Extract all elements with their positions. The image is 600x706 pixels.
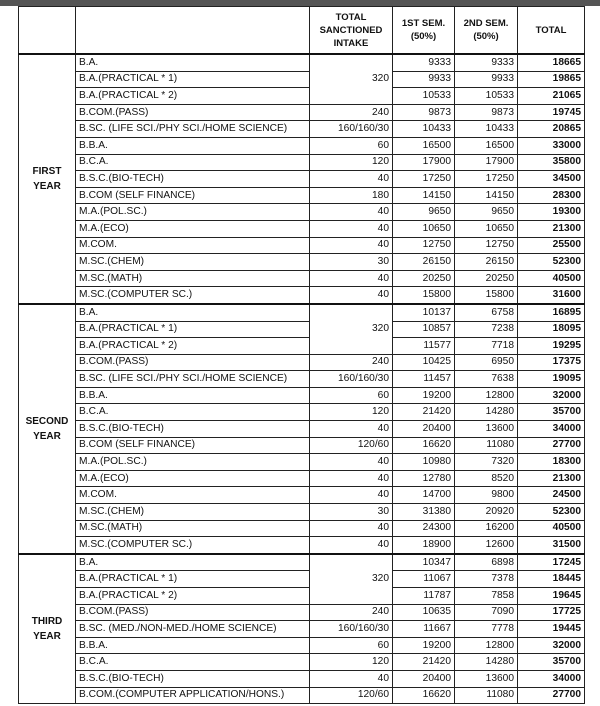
course-cell: B.A. (76, 54, 310, 71)
table-row (19, 354, 585, 371)
sem1-cell: 20400 (393, 670, 455, 687)
sem2-cell: 26150 (455, 254, 518, 271)
course-cell: M.SC.(COMPUTER SC.) (76, 287, 310, 304)
sem2-cell: 14280 (455, 404, 518, 421)
sem1-cell: 9650 (393, 204, 455, 221)
year-label: FIRST YEAR (19, 54, 76, 304)
course-cell: B.C.A. (76, 654, 310, 671)
sem1-cell: 11457 (393, 371, 455, 388)
sem1-cell: 10980 (393, 454, 455, 471)
total-cell: 32000 (518, 637, 585, 654)
total-cell: 34500 (518, 171, 585, 188)
intake-cell: 40 (310, 470, 393, 487)
table-row (19, 470, 585, 487)
table-row (19, 71, 585, 88)
table-row (19, 371, 585, 388)
sem1-cell: 20400 (393, 421, 455, 438)
sem2-cell: 12600 (455, 537, 518, 554)
table-row (19, 637, 585, 654)
header-sem2: 2ND SEM.(50%) (455, 7, 518, 55)
sem1-cell: 10533 (393, 88, 455, 105)
sem2-cell: 9333 (455, 54, 518, 71)
intake-cell: 40 (310, 454, 393, 471)
total-cell: 21300 (518, 470, 585, 487)
total-cell: 24500 (518, 487, 585, 504)
table-row (19, 171, 585, 188)
intake-cell: 320 (310, 304, 393, 354)
sem2-cell: 7090 (455, 604, 518, 621)
header-intake: TOTAL SANCTIONED INTAKE (310, 7, 393, 55)
intake-cell: 40 (310, 670, 393, 687)
total-cell: 21065 (518, 88, 585, 105)
course-cell: B.COM.(COMPUTER APPLICATION/HONS.) (76, 687, 310, 704)
sem2-cell: 7778 (455, 621, 518, 638)
intake-cell: 40 (310, 220, 393, 237)
total-cell: 33000 (518, 137, 585, 154)
table-row (19, 387, 585, 404)
total-cell: 19095 (518, 371, 585, 388)
course-cell: M.COM. (76, 237, 310, 254)
sem2-cell: 6898 (455, 554, 518, 571)
intake-cell: 180 (310, 187, 393, 204)
sem2-cell: 10433 (455, 121, 518, 138)
total-cell: 17245 (518, 554, 585, 571)
table-row (19, 154, 585, 171)
course-cell: B.B.A. (76, 387, 310, 404)
header-sem1: 1ST SEM.(50%) (393, 7, 455, 55)
total-cell: 16895 (518, 304, 585, 321)
total-cell: 19645 (518, 588, 585, 605)
sem1-cell: 18900 (393, 537, 455, 554)
header-year (19, 7, 76, 55)
intake-cell: 40 (310, 171, 393, 188)
total-cell: 52300 (518, 254, 585, 271)
total-cell: 18665 (518, 54, 585, 71)
sem1-cell: 10650 (393, 220, 455, 237)
sem2-cell: 8520 (455, 470, 518, 487)
course-cell: B.A.(PRACTICAL * 2) (76, 338, 310, 355)
fee-structure-table (18, 6, 585, 704)
course-cell: M.A.(POL.SC.) (76, 454, 310, 471)
table-row (19, 504, 585, 521)
sem1-cell: 21420 (393, 404, 455, 421)
course-cell: B.COM.(PASS) (76, 104, 310, 121)
total-cell: 17375 (518, 354, 585, 371)
intake-cell: 40 (310, 421, 393, 438)
sem2-cell: 10533 (455, 88, 518, 105)
sem1-cell: 31380 (393, 504, 455, 521)
sem2-cell: 6950 (455, 354, 518, 371)
course-cell: B.COM.(PASS) (76, 354, 310, 371)
total-cell: 27700 (518, 687, 585, 704)
sem1-cell: 10433 (393, 121, 455, 138)
table-header (19, 7, 585, 55)
course-cell: B.A.(PRACTICAL * 2) (76, 588, 310, 605)
intake-cell: 40 (310, 537, 393, 554)
table-row (19, 487, 585, 504)
intake-cell: 60 (310, 387, 393, 404)
total-cell: 19745 (518, 104, 585, 121)
intake-cell: 30 (310, 254, 393, 271)
table-row (19, 554, 585, 571)
course-cell: B.A.(PRACTICAL * 1) (76, 321, 310, 338)
table-row (19, 421, 585, 438)
sem1-cell: 9933 (393, 71, 455, 88)
table-row (19, 121, 585, 138)
total-cell: 18095 (518, 321, 585, 338)
sem2-cell: 7320 (455, 454, 518, 471)
course-cell: B.B.A. (76, 137, 310, 154)
sem1-cell: 26150 (393, 254, 455, 271)
course-cell: M.SC.(MATH) (76, 270, 310, 287)
header-total: TOTAL (518, 7, 585, 55)
table-row (19, 588, 585, 605)
sem1-cell: 16500 (393, 137, 455, 154)
table-row (19, 604, 585, 621)
sem1-cell: 10347 (393, 554, 455, 571)
sem2-cell: 12750 (455, 237, 518, 254)
sem1-cell: 16620 (393, 437, 455, 454)
course-cell: M.SC.(CHEM) (76, 254, 310, 271)
sem2-cell: 13600 (455, 421, 518, 438)
intake-cell: 120 (310, 404, 393, 421)
intake-cell: 320 (310, 54, 393, 104)
course-cell: B.S.C.(BIO-TECH) (76, 421, 310, 438)
sem2-cell: 16500 (455, 137, 518, 154)
intake-cell: 120 (310, 654, 393, 671)
sem2-cell: 11080 (455, 437, 518, 454)
course-cell: B.A. (76, 554, 310, 571)
table-row (19, 88, 585, 105)
sem1-cell: 20250 (393, 270, 455, 287)
sem1-cell: 19200 (393, 637, 455, 654)
table-row (19, 304, 585, 321)
total-cell: 21300 (518, 220, 585, 237)
total-cell: 40500 (518, 270, 585, 287)
year-label: THIRD YEAR (19, 554, 76, 704)
intake-cell: 40 (310, 204, 393, 221)
sem1-cell: 9333 (393, 54, 455, 71)
sem2-cell: 20920 (455, 504, 518, 521)
total-cell: 20865 (518, 121, 585, 138)
course-cell: M.SC.(CHEM) (76, 504, 310, 521)
year-section (19, 304, 585, 554)
sem1-cell: 10425 (393, 354, 455, 371)
table-row (19, 204, 585, 221)
course-cell: B.A.(PRACTICAL * 1) (76, 571, 310, 588)
intake-cell: 240 (310, 604, 393, 621)
intake-cell: 160/160/30 (310, 621, 393, 638)
intake-cell: 120/60 (310, 437, 393, 454)
sem2-cell: 10650 (455, 220, 518, 237)
total-cell: 40500 (518, 520, 585, 537)
course-cell: B.COM (SELF FINANCE) (76, 187, 310, 204)
total-cell: 19865 (518, 71, 585, 88)
course-cell: B.A. (76, 304, 310, 321)
sem1-cell: 14700 (393, 487, 455, 504)
table-row (19, 537, 585, 554)
total-cell: 18300 (518, 454, 585, 471)
sem2-cell: 9800 (455, 487, 518, 504)
intake-cell: 30 (310, 504, 393, 521)
course-cell: B.COM (SELF FINANCE) (76, 437, 310, 454)
table-row (19, 321, 585, 338)
sem1-cell: 17250 (393, 171, 455, 188)
intake-cell: 240 (310, 354, 393, 371)
table-row (19, 454, 585, 471)
intake-cell: 120 (310, 154, 393, 171)
sem2-cell: 14150 (455, 187, 518, 204)
sem2-cell: 16200 (455, 520, 518, 537)
table-row (19, 404, 585, 421)
sem1-cell: 9873 (393, 104, 455, 121)
table-row (19, 187, 585, 204)
course-cell: B.C.A. (76, 404, 310, 421)
sem1-cell: 10137 (393, 304, 455, 321)
total-cell: 19300 (518, 204, 585, 221)
intake-cell: 320 (310, 554, 393, 604)
sem1-cell: 16620 (393, 687, 455, 704)
total-cell: 32000 (518, 387, 585, 404)
sem1-cell: 11577 (393, 338, 455, 355)
intake-cell: 40 (310, 237, 393, 254)
header-course (76, 7, 310, 55)
sem2-cell: 11080 (455, 687, 518, 704)
sem2-cell: 13600 (455, 670, 518, 687)
year-section (19, 54, 585, 304)
intake-cell: 40 (310, 287, 393, 304)
sem2-cell: 20250 (455, 270, 518, 287)
sem2-cell: 14280 (455, 654, 518, 671)
intake-cell: 160/160/30 (310, 121, 393, 138)
intake-cell: 160/160/30 (310, 371, 393, 388)
sem1-cell: 12780 (393, 470, 455, 487)
total-cell: 31500 (518, 537, 585, 554)
total-cell: 19295 (518, 338, 585, 355)
total-cell: 25500 (518, 237, 585, 254)
sem1-cell: 17900 (393, 154, 455, 171)
sem1-cell: 12750 (393, 237, 455, 254)
total-cell: 35700 (518, 404, 585, 421)
table-row (19, 654, 585, 671)
table-row (19, 270, 585, 287)
sem1-cell: 11787 (393, 588, 455, 605)
sem1-cell: 10857 (393, 321, 455, 338)
sem2-cell: 9933 (455, 71, 518, 88)
sem1-cell: 15800 (393, 287, 455, 304)
sem1-cell: 24300 (393, 520, 455, 537)
table-row (19, 104, 585, 121)
sem2-cell: 12800 (455, 387, 518, 404)
course-cell: B.S.C.(BIO-TECH) (76, 171, 310, 188)
course-cell: B.SC. (LIFE SCI./PHY SCI./HOME SCIENCE) (76, 121, 310, 138)
sem2-cell: 9650 (455, 204, 518, 221)
course-cell: B.A.(PRACTICAL * 2) (76, 88, 310, 105)
intake-cell: 40 (310, 487, 393, 504)
intake-cell: 40 (310, 270, 393, 287)
course-cell: M.COM. (76, 487, 310, 504)
course-cell: B.SC. (LIFE SCI./PHY SCI./HOME SCIENCE) (76, 371, 310, 388)
total-cell: 17725 (518, 604, 585, 621)
intake-cell: 240 (310, 104, 393, 121)
table-row (19, 670, 585, 687)
header-row (19, 7, 585, 55)
total-cell: 31600 (518, 287, 585, 304)
sem1-cell: 14150 (393, 187, 455, 204)
table-row (19, 254, 585, 271)
table-row (19, 687, 585, 704)
course-cell: B.A.(PRACTICAL * 1) (76, 71, 310, 88)
sem2-cell: 6758 (455, 304, 518, 321)
total-cell: 18445 (518, 571, 585, 588)
intake-cell: 60 (310, 637, 393, 654)
course-cell: M.A.(ECO) (76, 220, 310, 237)
sem2-cell: 15800 (455, 287, 518, 304)
total-cell: 19445 (518, 621, 585, 638)
course-cell: M.A.(ECO) (76, 470, 310, 487)
total-cell: 35800 (518, 154, 585, 171)
total-cell: 28300 (518, 187, 585, 204)
total-cell: 52300 (518, 504, 585, 521)
sem2-cell: 7858 (455, 588, 518, 605)
table-row (19, 437, 585, 454)
year-section (19, 554, 585, 704)
total-cell: 34000 (518, 670, 585, 687)
total-cell: 35700 (518, 654, 585, 671)
total-cell: 34000 (518, 421, 585, 438)
table-row (19, 571, 585, 588)
intake-cell: 60 (310, 137, 393, 154)
sem1-cell: 10635 (393, 604, 455, 621)
sem2-cell: 7718 (455, 338, 518, 355)
total-cell: 27700 (518, 437, 585, 454)
course-cell: M.A.(POL.SC.) (76, 204, 310, 221)
course-cell: B.S.C.(BIO-TECH) (76, 670, 310, 687)
course-cell: B.C.A. (76, 154, 310, 171)
table-row (19, 338, 585, 355)
table-row (19, 520, 585, 537)
table-row (19, 54, 585, 71)
course-cell: B.B.A. (76, 637, 310, 654)
course-cell: M.SC.(COMPUTER SC.) (76, 537, 310, 554)
sem1-cell: 19200 (393, 387, 455, 404)
sem2-cell: 7638 (455, 371, 518, 388)
sem1-cell: 11667 (393, 621, 455, 638)
sem2-cell: 17250 (455, 171, 518, 188)
table-row (19, 287, 585, 304)
intake-cell: 120/60 (310, 687, 393, 704)
sem1-cell: 21420 (393, 654, 455, 671)
table-row (19, 137, 585, 154)
sem2-cell: 12800 (455, 637, 518, 654)
sem2-cell: 7378 (455, 571, 518, 588)
sem2-cell: 7238 (455, 321, 518, 338)
table-row (19, 621, 585, 638)
course-cell: B.COM.(PASS) (76, 604, 310, 621)
table-row (19, 220, 585, 237)
year-label: SECOND YEAR (19, 304, 76, 554)
sem1-cell: 11067 (393, 571, 455, 588)
sem2-cell: 17900 (455, 154, 518, 171)
course-cell: M.SC.(MATH) (76, 520, 310, 537)
course-cell: B.SC. (MED./NON-MED./HOME SCIENCE) (76, 621, 310, 638)
table-row (19, 237, 585, 254)
intake-cell: 40 (310, 520, 393, 537)
sem2-cell: 9873 (455, 104, 518, 121)
